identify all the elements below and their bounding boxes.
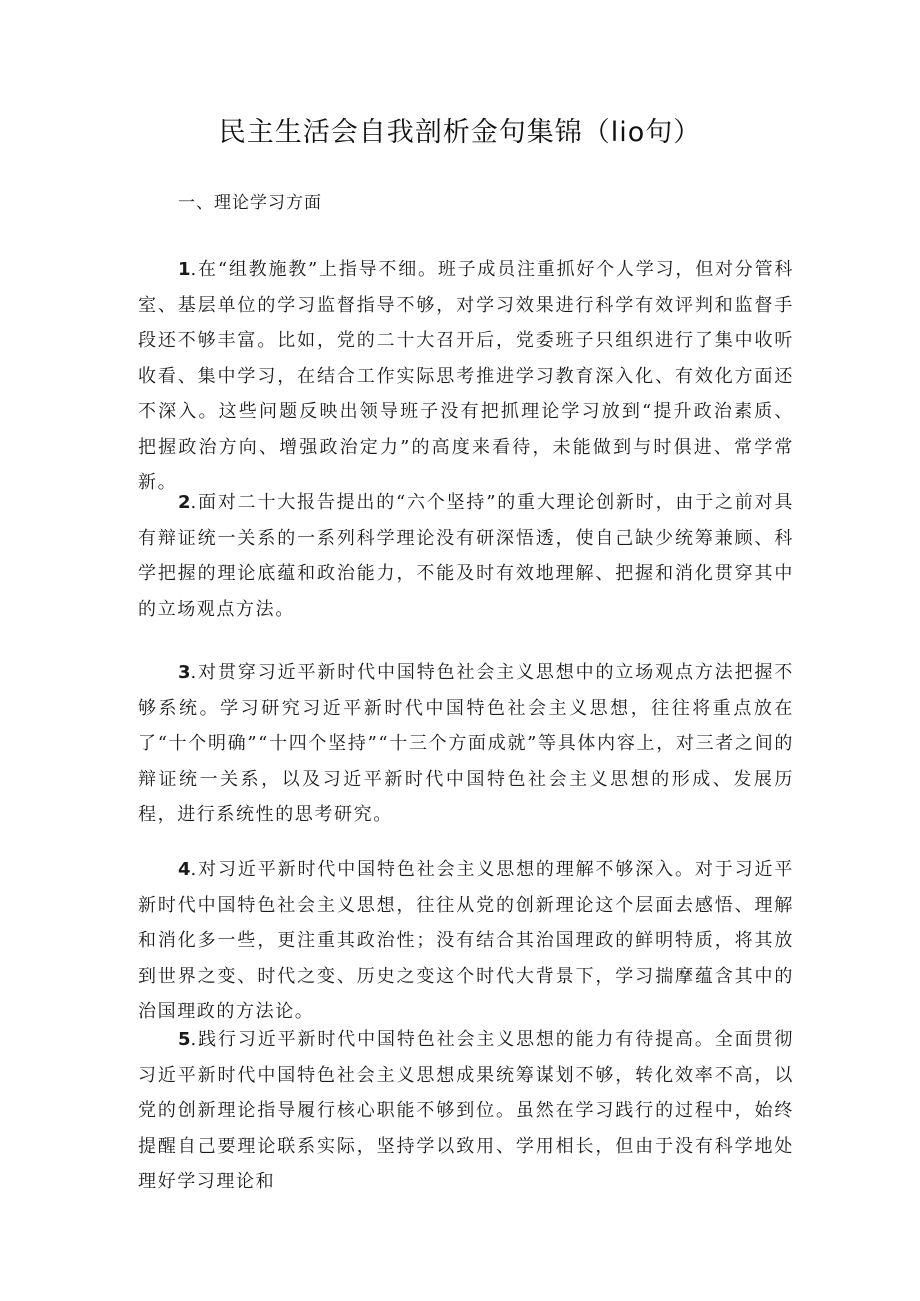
paragraph-5 xyxy=(138,1022,794,1200)
paragraph-4 xyxy=(138,852,794,1030)
paragraph-number: 4 xyxy=(178,859,191,880)
paragraph-number: 2 xyxy=(178,492,191,513)
paragraph-number: 1 xyxy=(178,259,191,280)
document-title: 民主生活会自我剖析金句集锦（lio句） xyxy=(218,117,702,148)
paragraph-number: 3 xyxy=(178,662,191,683)
paragraph-text: .在“组教施教”上指导不细。班子成员注重抓好个人学习，但对分管科室、基层单位的学习监督指导不够，对学习效果进行科学有效评判和监督手段还不够丰富。比如，党的二十大召开后，党委班子只组织进行了集中收听收看、集中学习，在结合工作实际思考推进学习教育深入化、有效化方面还不深入。这些问题反映出领导班子没有把抓理论学习放到“提升政治素质、把握政治方向、增强政治定力”的高度来看待，未能做到与时俱进、常学常新。 xyxy=(138,259,794,493)
paragraph-2 xyxy=(138,485,794,627)
paragraph-3 xyxy=(138,655,794,833)
paragraph-number: 5 xyxy=(178,1029,191,1050)
paragraph-1 xyxy=(138,252,794,501)
paragraph-text: .对贯穿习近平新时代中国特色社会主义思想中的立场观点方法把握不够系统。学习研究习近平新时代中国特色社会主义思想，往往将重点放在了“十个明确”“十四个坚持”“十三个方面成就”等具体内容上，对三者之间的辩证统一关系，以及习近平新时代中国特色社会主义思想的形成、发展历程，进行系统性的思考研究。 xyxy=(138,662,794,825)
section-heading: 一、理论学习方面 xyxy=(178,193,322,213)
paragraph-text: .践行习近平新时代中国特色社会主义思想的能力有待提高。全面贯彻习近平新时代中国特色社会主义思想成果统筹谋划不够，转化效率不高，以党的创新理论指导履行核心职能不够到位。虽然在学习践行的过程中，始终提醒自己要理论联系实际，坚持学以致用、学用相长，但由于没有科学地处理好学习理论和 xyxy=(138,1029,794,1192)
paragraph-text: .面对二十大报告提出的“六个坚持”的重大理论创新时，由于之前对具有辩证统一关系的一系列科学理论没有研深悟透，使自己缺少统筹兼顾、科学把握的理论底蕴和政治能力，不能及时有效地理解、把握和消化贯穿其中的立场观点方法。 xyxy=(138,492,794,620)
paragraph-text: .对习近平新时代中国特色社会主义思想的理解不够深入。对于习近平新时代中国特色社会主义思想，往往从党的创新理论这个层面去感悟、理解和消化多一些，更注重其政治性；没有结合其治国理政的鲜明特质，将其放到世界之变、时代之变、历史之变这个时代大背景下，学习揣摩蕴含其中的治国理政的方法论。 xyxy=(138,859,794,1022)
